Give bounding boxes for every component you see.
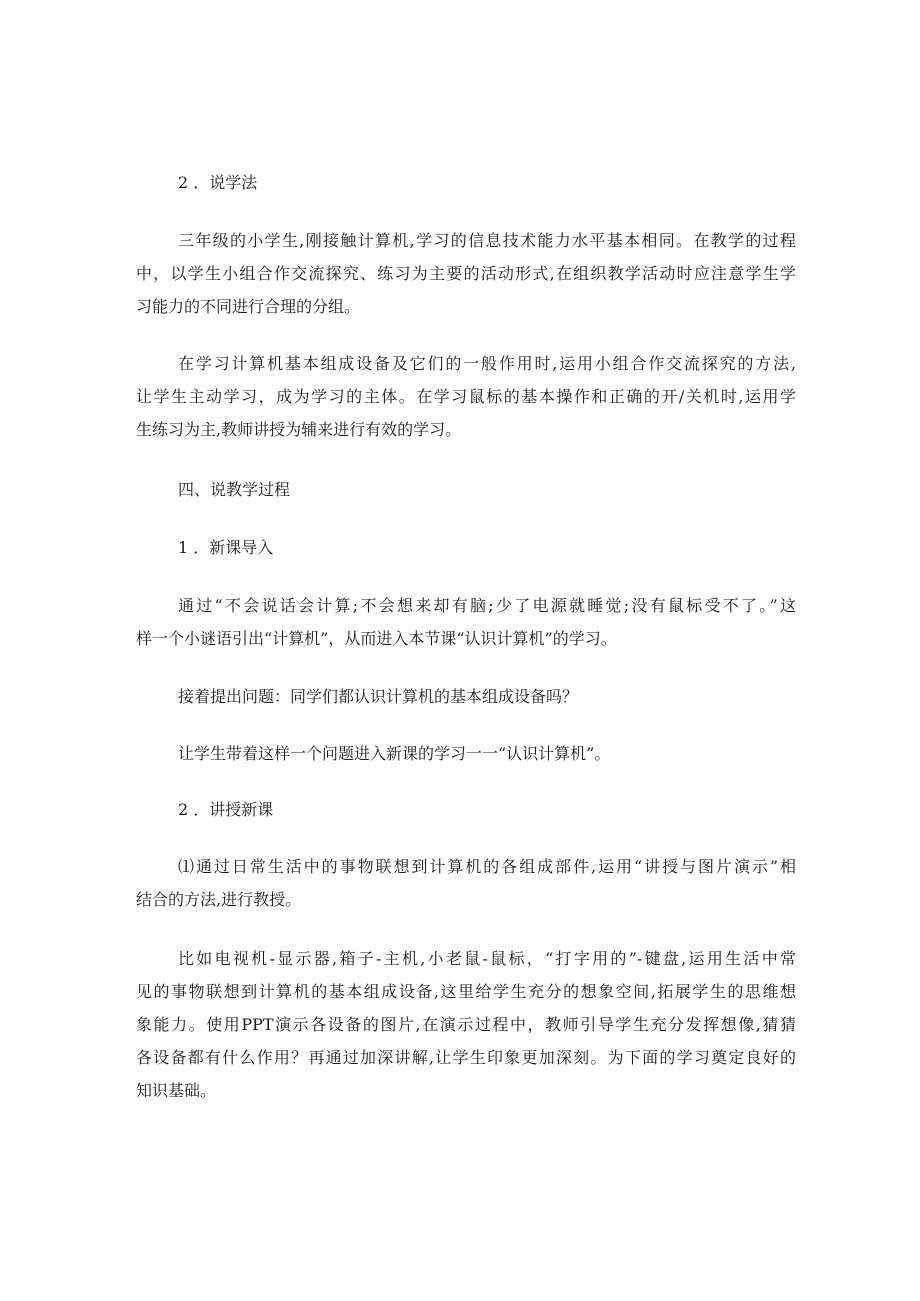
paragraph-line: 让学生带着这样一个问题进入新课的学习一一“认识计算机”。 [178,744,611,763]
heading-teaching-new-lesson: 2 ．讲授新课 [178,800,274,819]
paragraph-line: 知识基础。 [136,1081,217,1100]
heading-learning-method: 2 ．说学法 [178,173,258,192]
paragraph-line: 通过“不会说话会计算;不会想来却有脑;少了电源就睡觉;没有鼠标受不了。”这 [178,596,796,615]
paragraph-line: 接着提出问题：同学们都认识计算机的基本组成设备吗？ [178,687,579,706]
paragraph-line: 样一个小谜语引出“计算机”，从而进入本节课“认识计算机”的学习。 [136,629,617,648]
paragraph-line: 三年级的小学生,刚接触计算机,学习的信息技术能力水平基本相同。在教学的过程 [178,231,796,250]
paragraph-line: ⑴通过日常生活中的事物联想到计算机的各组成部件,运用“讲授与图片演示”相 [178,857,796,876]
paragraph-line: 结合的方法,进行教授。 [136,890,302,909]
heading-new-lesson-intro: 1 ．新课导入 [178,538,274,557]
paragraph-line: 习能力的不同进行合理的分组。 [136,297,361,316]
paragraph-line: 在学习计算机基本组成设备及它们的一般作用时,运用小组合作交流探究的方法, [178,354,796,373]
paragraph-line: 各设备都有什么作用？再通过加深讲解,让学生印象更加深刻。为下面的学习奠定良好的 [136,1048,796,1067]
heading-teaching-process: 四、说教学过程 [178,480,291,499]
paragraph-line: 生练习为主,教师讲授为辅来进行有效的学习。 [136,420,462,439]
paragraph-line: 比如电视机-显示器,箱子-主机,小老鼠-鼠标，“打字用的”-键盘,运用生活中常 [178,949,796,968]
paragraph-line: 见的事物联想到计算机的基本组成设备,这里给学生充分的想象空间,拓展学生的思维想 [136,982,796,1001]
paragraph-line: 象能力。使用PPT演示各设备的图片,在演示过程中，教师引导学生充分发挥想像,猜猜 [136,1015,796,1034]
paragraph-line: 让学生主动学习，成为学习的主体。在学习鼠标的基本操作和正确的开/关机时,运用学 [136,387,796,406]
paragraph-line: 中，以学生小组合作交流探究、练习为主要的活动形式,在组织教学活动时应注意学生学 [136,264,796,283]
